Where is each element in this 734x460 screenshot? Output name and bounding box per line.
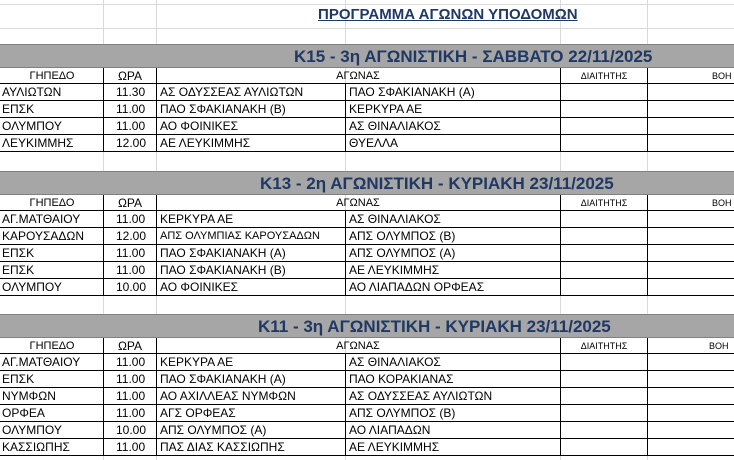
away-team-cell: ΠΑΟ ΚΟΡΑΚΙΑΝΑΣ	[349, 372, 454, 386]
venue-cell: ΕΠΣΚ	[2, 263, 35, 277]
venue-cell: ΟΛΥΜΠΟΥ	[2, 423, 62, 437]
header-assistant: ΒΟΗ	[712, 198, 732, 208]
away-team-cell: ΑΠΣ ΟΛΥΜΠΟΣ (Β)	[349, 229, 456, 243]
time-cell: 11.30	[116, 85, 146, 99]
home-team-cell: ΠΑΟ ΣΦΑΚΙΑΝΑΚΗ (Β)	[160, 102, 286, 116]
home-team-cell: ΠΑΟ ΣΦΑΚΙΑΝΑΚΗ (Α)	[160, 372, 286, 386]
header-assistant: ΒΟΗ	[709, 341, 729, 351]
home-team-cell: ΚΕΡΚΥΡΑ ΑΕ	[160, 212, 234, 226]
away-team-cell: ΑΣ ΟΔΥΣΣΕΑΣ ΑΥΛΙΩΤΩΝ	[349, 389, 493, 403]
header-time: ΩΡΑ	[117, 196, 143, 210]
table-row[interactable]	[0, 354, 734, 370]
time-cell: 10.00	[116, 423, 147, 437]
table-row[interactable]	[0, 101, 734, 117]
section-title-band	[0, 171, 734, 195]
time-cell: 12.00	[116, 136, 147, 150]
home-team-cell: ΑΣ ΟΔΥΣΣΕΑΣ ΑΥΛΙΩΤΩΝ	[160, 85, 304, 99]
venue-cell: ΕΠΣΚ	[2, 372, 35, 386]
away-team-cell: ΑΠΣ ΟΛΥΜΠΟΣ (Β)	[349, 406, 456, 420]
header-match: ΑΓΩΝΑΣ	[336, 340, 380, 352]
header-venue: ΓΗΠΕΔΟ	[29, 70, 75, 82]
away-team-cell: ΘΥΕΛΛΑ	[349, 136, 398, 150]
table-row[interactable]	[0, 118, 734, 134]
home-team-cell: ΠΑΟ ΣΦΑΚΙΑΝΑΚΗ (Β)	[160, 263, 286, 277]
table-row[interactable]	[0, 211, 734, 227]
table-row[interactable]	[0, 228, 734, 244]
away-team-cell: ΑΕ ΛΕΥΚΙΜΜΗΣ	[349, 440, 440, 454]
table-row[interactable]	[0, 439, 734, 455]
header-referee: ΔΙΑΙΤΗΤΗΣ	[580, 341, 628, 351]
table-row[interactable]	[0, 388, 734, 404]
page-title: ΠΡΟΓΡΑΜΜΑ ΑΓΩΝΩΝ ΥΠΟΔΟΜΩΝ	[318, 6, 578, 23]
venue-cell: ΕΠΣΚ	[2, 246, 35, 260]
venue-cell: ΚΑΣΣΙΩΠΗΣ	[2, 440, 70, 454]
time-cell: 11.00	[116, 119, 146, 133]
venue-cell: ΕΠΣΚ	[2, 102, 35, 116]
away-team-cell: ΑΕ ΛΕΥΚΙΜΜΗΣ	[349, 263, 440, 277]
header-assistant: ΒΟΗ	[712, 71, 732, 81]
home-team-cell: ΑΟ ΦΟΙΝΙΚΕΣ	[160, 119, 239, 133]
time-cell: 10.00	[116, 280, 147, 294]
section-title: Κ13 - 2η ΑΓΩΝΙΣΤΙΚΗ - ΚΥΡΙΑΚΗ 23/11/2025	[260, 174, 614, 193]
venue-cell: ΟΛΥΜΠΟΥ	[2, 119, 62, 133]
header-venue: ΓΗΠΕΔΟ	[29, 340, 75, 352]
home-team-cell: ΚΕΡΚΥΡΑ ΑΕ	[160, 355, 234, 369]
venue-cell: ΑΓ.ΜΑΤΘΑΙΟΥ	[2, 212, 81, 226]
section-title: Κ11 - 3η ΑΓΩΝΙΣΤΙΚΗ - ΚΥΡΙΑΚΗ 23/11/2025	[258, 317, 611, 336]
time-cell: 11.00	[116, 102, 146, 116]
home-team-cell: ΑΕ ΛΕΥΚΙΜΜΗΣ	[160, 136, 251, 150]
header-venue: ΓΗΠΕΔΟ	[29, 197, 75, 209]
away-team-cell: ΑΣ ΘΙΝΑΛΙΑΚΟΣ	[349, 119, 441, 133]
venue-cell: ΟΡΦΕΑ	[2, 406, 45, 420]
section-title-band	[0, 44, 734, 68]
venue-cell: ΟΛΥΜΠΟΥ	[2, 280, 62, 294]
table-row[interactable]	[0, 135, 734, 151]
home-team-cell: ΑΟ ΑΧΙΛΛΕΑΣ ΝΥΜΦΩΝ	[160, 389, 296, 403]
time-cell: 11.00	[116, 372, 146, 386]
column-header-row	[0, 195, 734, 210]
section-k11	[0, 314, 734, 460]
table-row[interactable]	[0, 262, 734, 278]
table-row[interactable]	[0, 371, 734, 387]
away-team-cell: ΑΣ ΘΙΝΑΛΙΑΚΟΣ	[349, 355, 441, 369]
section-title-band	[0, 314, 734, 338]
home-team-cell: ΠΑΟ ΣΦΑΚΙΑΝΑΚΗ (Α)	[160, 246, 286, 260]
time-cell: 11.00	[116, 406, 146, 420]
away-team-cell: ΑΣ ΘΙΝΑΛΙΑΚΟΣ	[349, 212, 441, 226]
table-row[interactable]	[0, 84, 734, 100]
venue-cell: ΑΓ.ΜΑΤΘΑΙΟΥ	[2, 355, 81, 369]
home-team-cell: ΑΠΣ ΟΛΥΜΠΙΑΣ ΚΑΡΟΥΣΑΔΩΝ	[160, 230, 320, 242]
header-referee: ΔΙΑΙΤΗΤΗΣ	[580, 71, 628, 81]
away-team-cell: ΑΟ ΛΙΑΠΑΔΩΝ	[349, 423, 431, 437]
time-cell: 11.00	[116, 355, 146, 369]
table-row[interactable]	[0, 245, 734, 261]
venue-cell: ΑΥΛΙΩΤΩΝ	[2, 85, 62, 99]
home-team-cell: ΑΠΣ ΟΛΥΜΠΟΣ (Α)	[160, 423, 267, 437]
column-header-row	[0, 68, 734, 83]
time-cell: 12.00	[116, 229, 147, 243]
section-title: Κ15 - 3η ΑΓΩΝΙΣΤΙΚΗ - ΣΑΒΒΑΤΟ 22/11/2025	[294, 47, 653, 66]
time-cell: 11.00	[116, 246, 146, 260]
section-k13	[0, 171, 734, 301]
away-team-cell: ΚΕΡΚΥΡΑ ΑΕ	[349, 102, 423, 116]
away-team-cell: ΑΠΣ ΟΛΥΜΠΟΣ (Α)	[349, 246, 456, 260]
time-cell: 11.00	[116, 440, 146, 454]
time-cell: 11.00	[116, 212, 146, 226]
table-row[interactable]	[0, 422, 734, 438]
venue-cell: ΝΥΜΦΩΝ	[2, 389, 56, 403]
header-match: ΑΓΩΝΑΣ	[336, 70, 380, 82]
header-time: ΩΡΑ	[117, 69, 143, 83]
home-team-cell: ΑΟ ΦΟΙΝΙΚΕΣ	[160, 280, 239, 294]
away-team-cell: ΑΟ ΛΙΑΠΑΔΩΝ ΟΡΦΕΑΣ	[349, 280, 485, 294]
away-team-cell: ΠΑΟ ΣΦΑΚΙΑΝΑΚΗ (Α)	[349, 85, 475, 99]
header-match: ΑΓΩΝΑΣ	[336, 197, 380, 209]
time-cell: 11.00	[116, 389, 146, 403]
table-row[interactable]	[0, 405, 734, 421]
home-team-cell: ΠΑΣ ΔΙΑΣ ΚΑΣΣΙΩΠΗΣ	[160, 440, 285, 454]
time-cell: 11.00	[116, 263, 146, 277]
venue-cell: ΚΑΡΟΥΣΑΔΩΝ	[2, 229, 85, 243]
header-referee: ΔΙΑΙΤΗΤΗΣ	[580, 198, 628, 208]
venue-cell: ΛΕΥΚΙΜΜΗΣ	[2, 136, 74, 150]
column-header-row	[0, 338, 734, 353]
section-k15	[0, 44, 734, 154]
header-time: ΩΡΑ	[117, 339, 143, 353]
home-team-cell: ΑΓΣ ΟΡΦΕΑΣ	[160, 406, 236, 420]
table-row[interactable]	[0, 279, 734, 295]
